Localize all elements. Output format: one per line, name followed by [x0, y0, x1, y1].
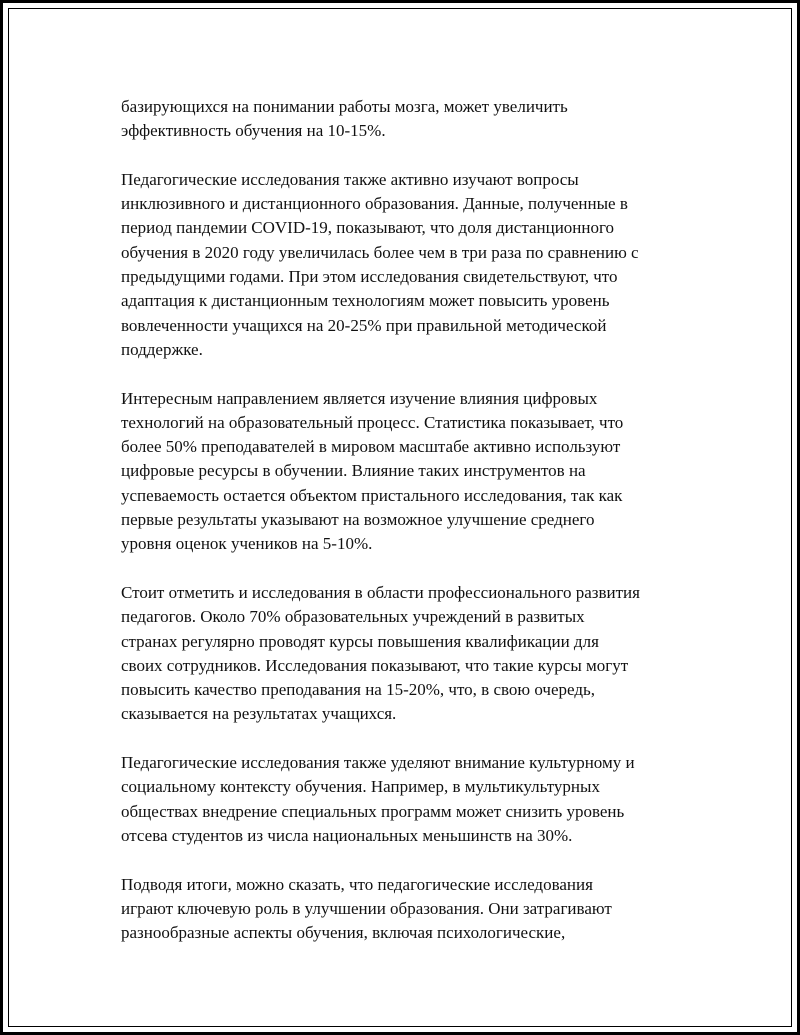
text-line: адаптация к дистанционным технологиям может повысить уровень: [121, 291, 610, 311]
text-line: Педагогические исследования также активно изучают вопросы: [121, 169, 579, 189]
paragraph-5: [121, 751, 699, 848]
paragraph-4: [121, 581, 699, 727]
text-line: Интересным направлением является изучение влияния цифровых: [121, 388, 598, 408]
text-line: цифровые ресурсы в обучении. Влияние таких инструментов на: [121, 461, 586, 481]
text-line: обществах внедрение специальных программ может снизить уровень: [121, 801, 625, 821]
paragraph-3: [121, 387, 699, 557]
text-line: обучения в 2020 году увеличилась более чем в три раза по сравнению с: [121, 242, 639, 262]
document-body: [121, 95, 699, 970]
text-line: социальному контексту обучения. Например, в мультикультурных: [121, 777, 600, 797]
text-line: странах регулярно проводят курсы повышения квалификации для: [121, 631, 599, 651]
text-line: вовлеченности учащихся на 20-25% при правильной методической: [121, 315, 607, 335]
text-line: Стоит отметить и исследования в области профессионального развития: [121, 582, 640, 602]
text-line: более 50% преподавателей в мировом масштабе активно используют: [121, 437, 621, 457]
paragraph-1: [121, 95, 699, 144]
text-line: играют ключевую роль в улучшении образования. Они затрагивают: [121, 898, 612, 918]
text-line: технологий на образовательный процесс. Статистика показывает, что: [121, 412, 624, 432]
text-line: отсева студентов из числа национальных меньшинств на 30%.: [121, 825, 573, 845]
text-line: период пандемии COVID-19, показывают, что доля дистанционного: [121, 218, 615, 238]
text-line: поддержке.: [121, 339, 203, 359]
text-line: Подводя итоги, можно сказать, что педагогические исследования: [121, 874, 593, 894]
paragraph-2: [121, 168, 699, 362]
text-line: своих сотрудников. Исследования показывают, что такие курсы могут: [121, 655, 629, 675]
paragraph-6: [121, 873, 699, 946]
text-line: педагогов. Около 70% образовательных учреждений в развитых: [121, 607, 585, 627]
text-line: повысить качество преподавания на 15-20%, что, в свою очередь,: [121, 680, 595, 700]
text-line: предыдущими годами. При этом исследования свидетельствуют, что: [121, 267, 618, 287]
text-line: базирующихся на понимании работы мозга, может увеличить: [121, 97, 568, 116]
text-line: разнообразные аспекты обучения, включая психологические,: [121, 923, 566, 943]
text-line: успеваемость остается объектом пристального исследования, так как: [121, 485, 623, 505]
text-line: эффективность обучения на 10-15%.: [121, 121, 386, 141]
text-line: Педагогические исследования также уделяют внимание культурному и: [121, 753, 635, 773]
text-line: первые результаты указывают на возможное улучшение среднего: [121, 510, 595, 530]
text-line: сказывается на результатах учащихся.: [121, 704, 397, 724]
text-line: уровня оценок учеников на 5-10%.: [121, 534, 373, 554]
text-line: инклюзивного и дистанционного образования. Данные, полученные в: [121, 194, 628, 214]
